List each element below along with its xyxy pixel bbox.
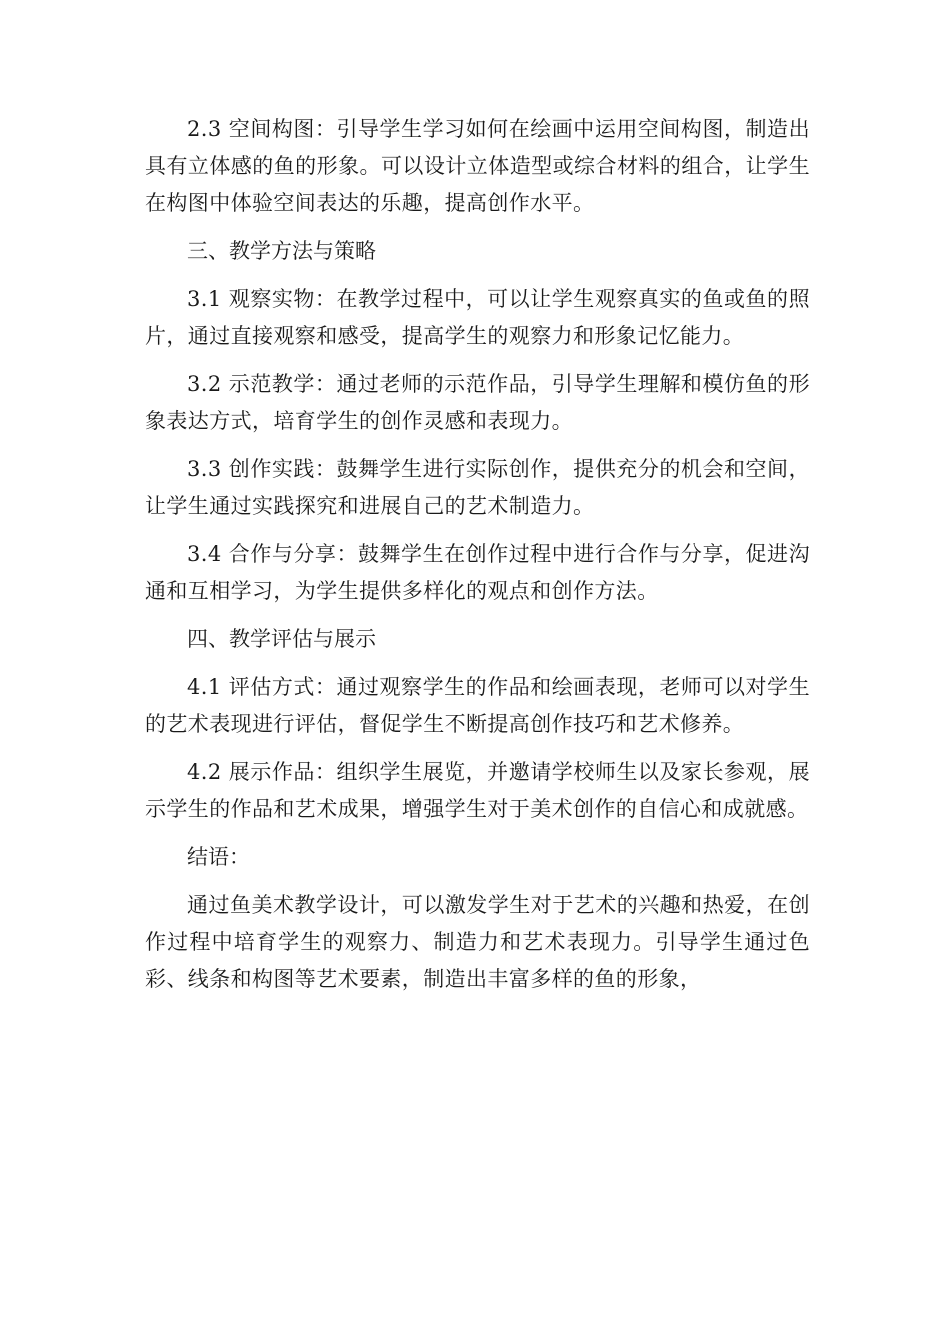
section-heading-evaluation: 四、教学评估与展示 bbox=[187, 627, 376, 651]
paragraph-exhibition: 4.2 展示作品：组织学生展览，并邀请学校师生以及家长参观，展示学生的作品和艺术成果，增强学生对于美术创作的自信心和成就感。 bbox=[145, 760, 810, 821]
paragraph-evaluation-method: 4.1 评估方式：通过观察学生的作品和绘画表现，老师可以对学生的艺术表现进行评估，督促学生不断提高创作技巧和艺术修养。 bbox=[145, 675, 810, 736]
paragraph-observe-objects: 3.1 观察实物：在教学过程中，可以让学生观察真实的鱼或鱼的照片，通过直接观察和感受，提高学生的观察力和形象记忆能力。 bbox=[145, 287, 810, 348]
paragraph-spatial-composition: 2.3 空间构图：引导学生学习如何在绘画中运用空间构图，制造出具有立体感的鱼的形象。可以设计立体造型或综合材料的组合，让学生在构图中体验空间表达的乐趣，提高创作水平。 bbox=[145, 117, 810, 215]
paragraph-conclusion: 通过鱼美术教学设计，可以激发学生对于艺术的兴趣和热爱，在创作过程中培育学生的观察力、制造力和艺术表现力。引导学生通过色彩、线条和构图等艺术要素，制造出丰富多样的鱼的形象， bbox=[145, 893, 810, 991]
paragraph-creative-practice: 3.3 创作实践：鼓舞学生进行实际创作，提供充分的机会和空间，让学生通过实践探究和进展自己的艺术制造力。 bbox=[145, 457, 810, 518]
section-heading-methods: 三、教学方法与策略 bbox=[187, 239, 376, 263]
section-heading-conclusion: 结语： bbox=[187, 845, 250, 869]
document-page bbox=[145, 111, 810, 1009]
paragraph-demonstration: 3.2 示范教学：通过老师的示范作品，引导学生理解和模仿鱼的形象表达方式，培育学生的创作灵感和表现力。 bbox=[145, 372, 810, 433]
paragraph-cooperation-sharing: 3.4 合作与分享：鼓舞学生在创作过程中进行合作与分享，促进沟通和互相学习，为学生提供多样化的观点和创作方法。 bbox=[145, 542, 810, 603]
